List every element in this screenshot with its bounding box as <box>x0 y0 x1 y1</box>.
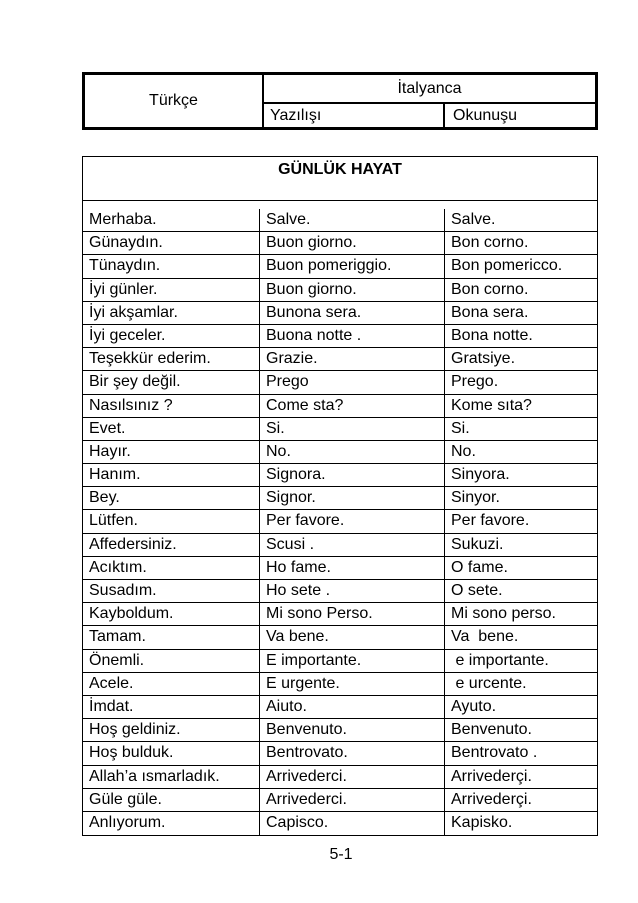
table-row <box>83 719 597 742</box>
page-number: 5-1 <box>329 846 353 863</box>
italian-written-cell: Arrivederci. <box>260 766 445 788</box>
italian-pronunciation-cell: Arrivederçi. <box>451 790 532 808</box>
turkish-cell: Nasılsınız ? <box>83 395 260 417</box>
turkish-cell: İmdat. <box>83 696 260 718</box>
turkish-cell: Hoş bulduk. <box>83 742 260 764</box>
turkish-cell: İyi akşamlar. <box>83 302 260 324</box>
table-row <box>83 441 597 464</box>
italian-written-cell: E importante. <box>260 650 445 672</box>
table-row <box>83 232 597 255</box>
italian-pronunciation-cell: Bona notte. <box>451 326 533 344</box>
table-row <box>83 603 597 626</box>
italian-written-cell: Signora. <box>260 464 445 486</box>
italian-pronunciation-cell: Salve. <box>451 211 496 228</box>
table-row <box>83 371 597 394</box>
italian-written-cell: Prego <box>260 371 445 393</box>
turkish-cell: Güle güle. <box>83 789 260 811</box>
italian-written-cell: Come sta? <box>260 395 445 417</box>
turkish-cell: Merhaba. <box>83 209 260 231</box>
italian-written-cell: Ho fame. <box>260 557 445 579</box>
italian-pronunciation-cell: O fame. <box>451 558 508 576</box>
table-row <box>83 812 597 835</box>
italian-pronunciation-cell: e urcente. <box>451 674 527 692</box>
turkish-cell: Bey. <box>83 487 260 509</box>
italian-written-cell: Capisco. <box>260 812 445 835</box>
table-row <box>83 464 597 487</box>
italian-written-cell: Va bene. <box>260 626 445 648</box>
italian-pronunciation-cell: Kome sıta? <box>451 396 532 414</box>
table-row <box>83 580 597 603</box>
italian-written-cell: Buon giorno. <box>260 232 445 254</box>
italian-written-cell: Buon giorno. <box>260 279 445 301</box>
italian-written-cell: Salve. <box>260 209 445 231</box>
italian-pronunciation-cell: Sinyora. <box>451 466 510 484</box>
header-yazilisi: Yazılışı <box>264 104 445 127</box>
italian-pronunciation-cell: Sukuzi. <box>451 535 504 553</box>
italian-written-cell: Signor. <box>260 487 445 509</box>
italian-written-cell: Benvenuto. <box>260 719 445 741</box>
table-row <box>83 650 597 673</box>
turkish-cell: Tünaydın. <box>83 255 260 277</box>
italian-written-cell: Buona notte . <box>260 325 445 347</box>
italian-pronunciation-cell: Gratsiye. <box>451 350 516 368</box>
turkish-cell: Hoş geldiniz. <box>83 719 260 741</box>
italian-written-cell: Buon pomeriggio. <box>260 255 445 277</box>
italian-pronunciation-cell: Ayuto. <box>451 697 497 715</box>
italian-written-cell: No. <box>260 441 445 463</box>
italian-pronunciation-cell: Prego. <box>451 373 499 391</box>
italian-pronunciation-cell: Arrivederçi. <box>451 767 532 785</box>
turkish-cell: Acıktım. <box>83 557 260 579</box>
italian-pronunciation-cell: No. <box>451 442 476 460</box>
turkish-cell: Evet. <box>83 418 260 440</box>
turkish-cell: Kayboldum. <box>83 603 260 625</box>
italian-pronunciation-cell: Va bene. <box>451 628 519 646</box>
table-spacer <box>83 201 597 209</box>
turkish-cell: Bir şey değil. <box>83 371 260 393</box>
turkish-cell: İyi günler. <box>83 279 260 301</box>
turkish-cell: Teşekkür ederim. <box>83 348 260 370</box>
turkish-cell: Anlıyorum. <box>83 812 260 835</box>
table-row <box>83 418 597 441</box>
turkish-cell: Günaydın. <box>83 232 260 254</box>
table-row <box>83 209 597 232</box>
section-title: GÜNLÜK HAYAT <box>83 157 597 201</box>
italian-written-cell: Bentrovato. <box>260 742 445 764</box>
turkish-cell: Affedersiniz. <box>83 534 260 556</box>
header-okunusu: Okunuşu <box>453 106 518 124</box>
italian-written-cell: Arrivederci. <box>260 789 445 811</box>
table-row <box>83 395 597 418</box>
table-row <box>83 696 597 719</box>
table-row <box>83 626 597 649</box>
turkish-cell: Hanım. <box>83 464 260 486</box>
turkish-cell: Acele. <box>83 673 260 695</box>
italian-pronunciation-cell: Bon corno. <box>451 234 529 252</box>
turkish-cell: Susadım. <box>83 580 260 602</box>
table-row <box>83 325 597 348</box>
italian-pronunciation-cell: Bentrovato . <box>451 744 538 762</box>
italian-pronunciation-cell: Kapisko. <box>451 813 513 831</box>
turkish-cell: Allah’a ısmarladık. <box>83 766 260 788</box>
phrase-table <box>82 156 598 836</box>
table-row <box>83 766 597 789</box>
table-row <box>83 742 597 765</box>
italian-pronunciation-cell: Bon pomericco. <box>451 257 563 275</box>
italian-pronunciation-cell: e importante. <box>451 651 549 669</box>
italian-written-cell: Mi sono Perso. <box>260 603 445 625</box>
table-row <box>83 557 597 580</box>
table-row <box>83 255 597 278</box>
turkish-cell: Hayır. <box>83 441 260 463</box>
language-header-table <box>82 72 598 130</box>
italian-pronunciation-cell: Sinyor. <box>451 489 500 507</box>
italian-pronunciation-cell: Bon corno. <box>451 280 529 298</box>
turkish-cell: Önemli. <box>83 650 260 672</box>
table-row <box>83 302 597 325</box>
italian-written-cell: Per favore. <box>260 510 445 532</box>
italian-written-cell: Bunona sera. <box>260 302 445 324</box>
header-turkce: Türkçe <box>85 75 264 127</box>
header-italyanca: İtalyanca <box>264 75 595 104</box>
italian-written-cell: Ho sete . <box>260 580 445 602</box>
phrase-rows <box>83 209 597 835</box>
italian-written-cell: E urgente. <box>260 673 445 695</box>
italian-pronunciation-cell: O sete. <box>451 582 503 599</box>
italian-written-cell: Scusi . <box>260 534 445 556</box>
italian-written-cell: Aiuto. <box>260 696 445 718</box>
turkish-cell: Lütfen. <box>83 510 260 532</box>
table-row <box>83 279 597 302</box>
table-row <box>83 534 597 557</box>
table-row <box>83 487 597 510</box>
italian-pronunciation-cell: Si. <box>451 419 470 437</box>
turkish-cell: Tamam. <box>83 626 260 648</box>
italian-written-cell: Si. <box>260 418 445 440</box>
table-row <box>83 789 597 812</box>
turkish-cell: İyi geceler. <box>83 325 260 347</box>
italian-pronunciation-cell: Benvenuto. <box>451 721 532 739</box>
table-row <box>83 510 597 533</box>
table-row <box>83 348 597 371</box>
italian-pronunciation-cell: Per favore. <box>451 512 530 530</box>
italian-pronunciation-cell: Bona sera. <box>451 303 529 321</box>
italian-pronunciation-cell: Mi sono perso. <box>451 605 556 623</box>
table-row <box>83 673 597 696</box>
italian-written-cell: Grazie. <box>260 348 445 370</box>
